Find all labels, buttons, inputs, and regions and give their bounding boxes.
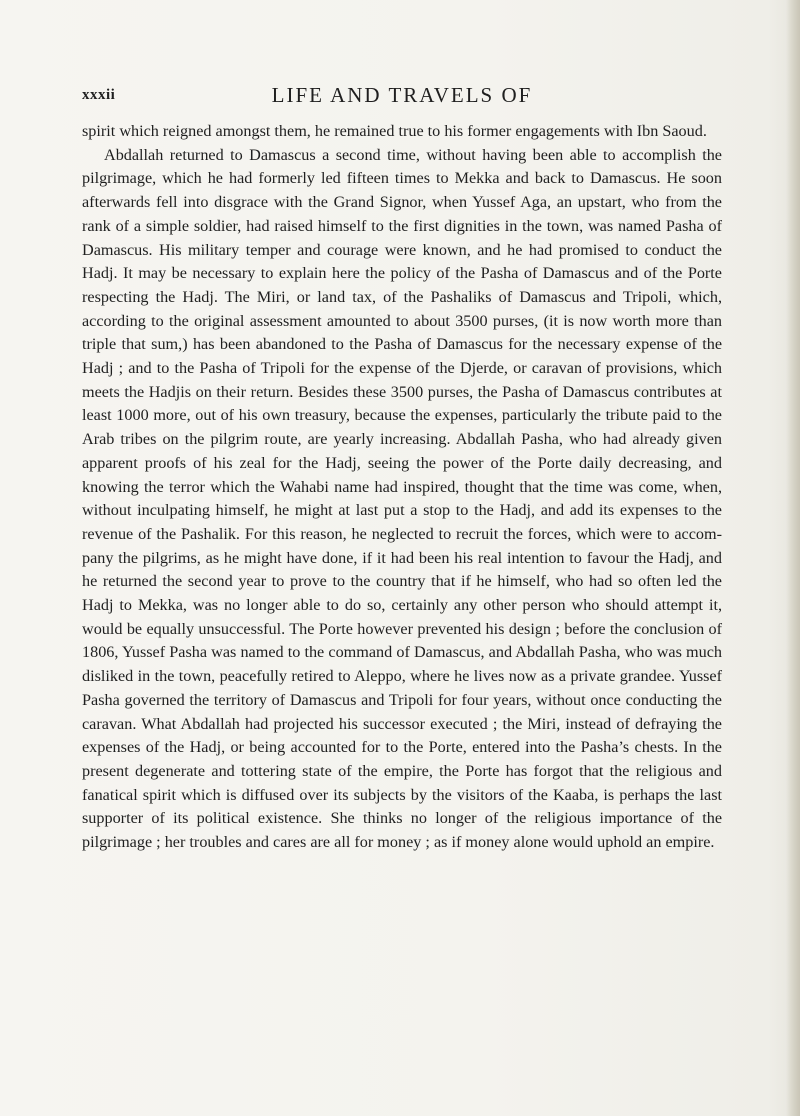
page-header — [82, 83, 722, 113]
running-head: LIFE AND TRAVELS OF — [271, 83, 533, 107]
paragraph-continuation: spirit which reigned amongst them, he remained true to his former engagements with Ibn Saoud. — [82, 122, 707, 140]
body-text — [82, 120, 722, 855]
page-number: xxxii — [82, 87, 116, 103]
paragraph: Abdallah returned to Damascus a second time, without having been able to accomplish the pilgrimage, which he had formerly led fifteen times to Mekka and back to Damascus. He soon afterwards fell into disgrace with the Grand Signor, when Yussef Aga, an upstart, who from the rank of a simple soldier, had raised himself to the first dignities in the town, was named Pasha of Damascus. His military temper and courage were known, and he had promised to conduct the Hadj. It may be necessary to explain here the policy of the Pasha of Damascus and of the Porte respecting the Hadj. The Miri, or land tax, of the Pashaliks of Damascus and Tripoli, which, according to the original assessment amounted to about 3500 purses, (it is now worth more than triple that sum,) has been abandoned to the Pasha of Damascus for the necessary expense of the Hadj ; and to the Pasha of Tripoli for the expense of the Djerde, or caravan of provisions, which meets the Hadjis on their return. Besides these 3500 purses, the Pasha of Damascus contributes at least 1000 more, out of his own treasury, because the expenses, particularly the tribute paid to the Arab tribes on the pilgrim route, are yearly increasing. Abdallah Pasha, who had already given apparent proofs of his zeal for the Hadj, seeing the power of the Porte daily decreasing, and knowing the terror which the Wahabi name had inspired, thought that the time was come, when, without inculpating himself, he might at last put a stop to the Hadj, and add its expenses to the revenue of the Pashalik. For this reason, he neglected to recruit the forces, which were to accompany the pilgrims, as he might have done, if it had been his real intention to favour the Hadj, and he returned the second year to prove to the country that if he himself, who had so often led the Hadj to Mekka, was no longer able to do so, certainly any other person who should attempt it, would be equally unsuccessful. The Porte however prevented his design ; before the conclusion of 1806, Yussef Pasha was named to the command of Damascus, and Abdallah Pasha, who was much disliked in the town, peacefully retired to Aleppo, where he lives now as a private grandee. Yussef Pasha governed the territory of Damascus and Tripoli for four years, without once conducting the caravan. What Abdallah had projected his successor executed ; the Miri, instead of defraying the expenses of the Hadj, or being accounted for to the Porte, entered into the Pasha’s chests. In the present degenerate and tottering state of the empire, the Porte has forgot that the religious and fanatical spirit which is diffused over its subjects by the visitors of the Kaaba, is perhaps the last supporter of its political existence. She thinks no longer of the religious importance of the pilgrimage ; her troubles and cares are all for money ; as if money alone would uphold an empire. — [82, 145, 722, 852]
page-edge-shadow — [786, 0, 800, 1116]
